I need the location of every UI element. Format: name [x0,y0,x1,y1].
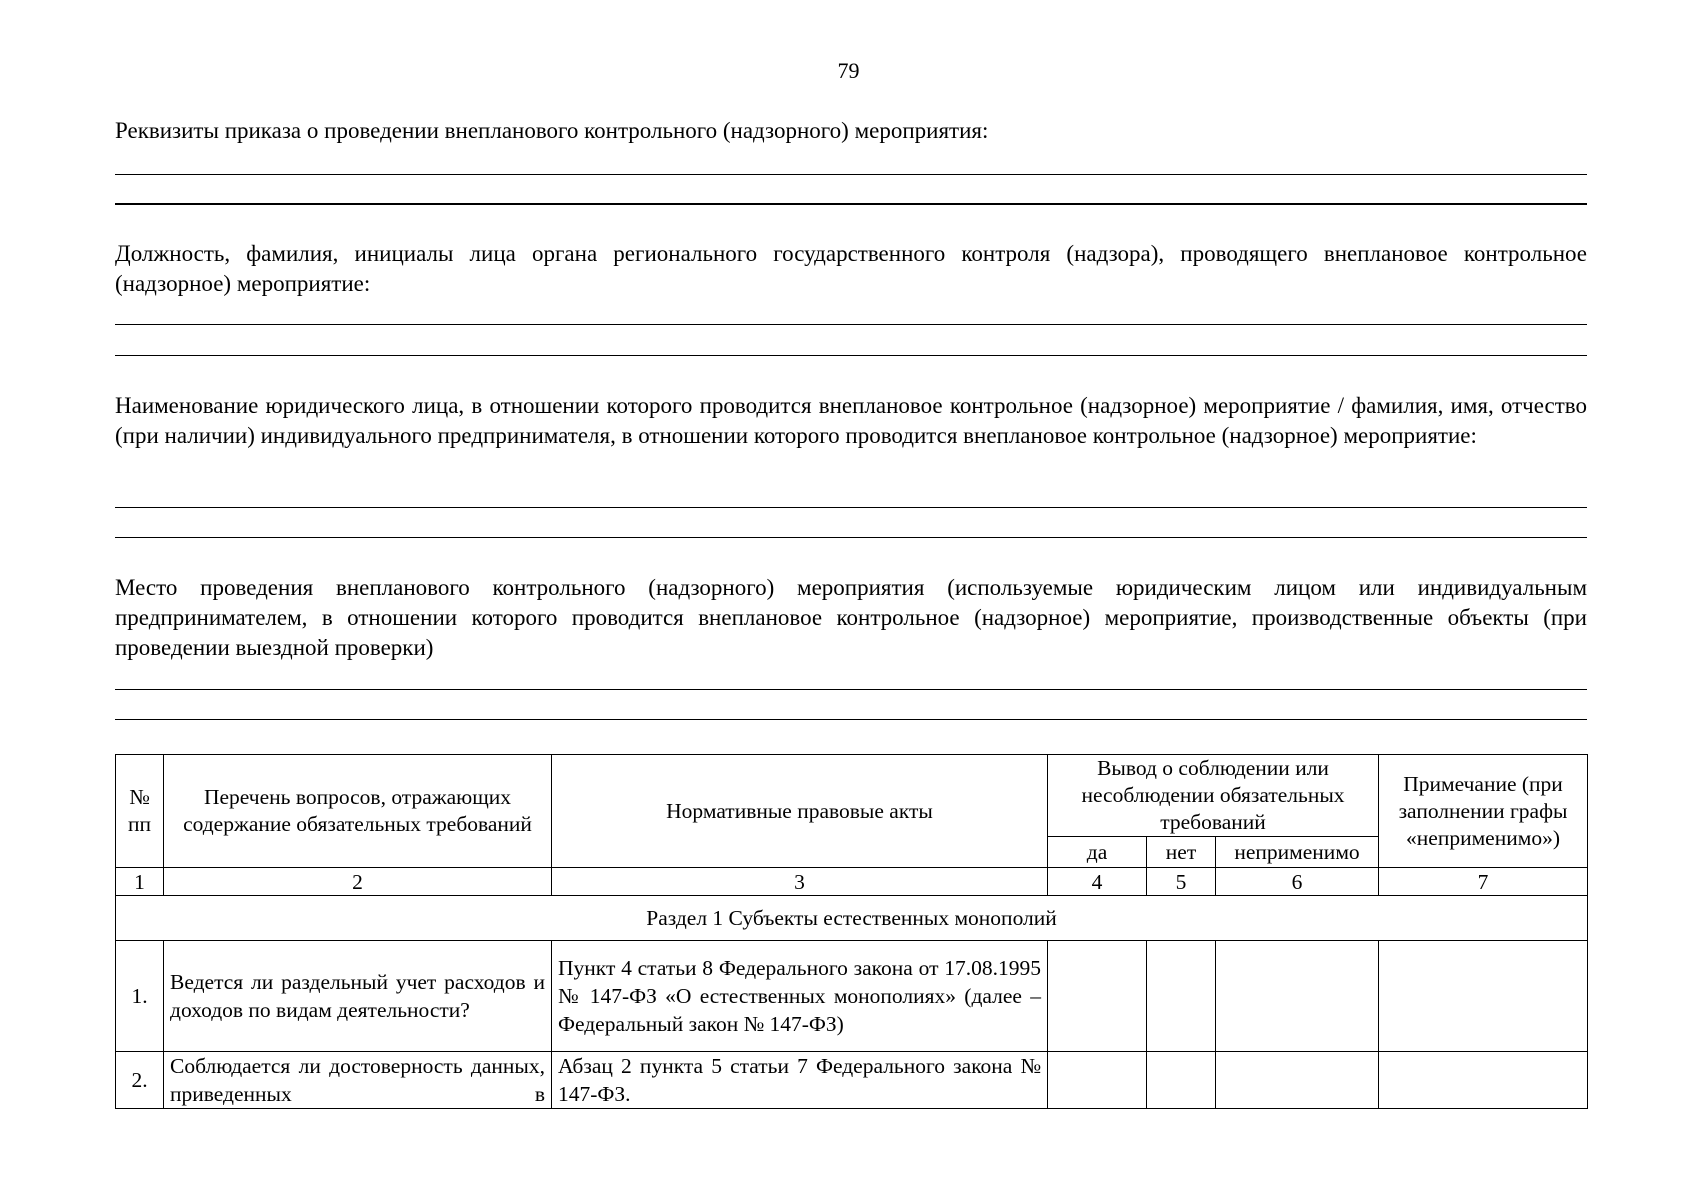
inspector-fill-line-2[interactable] [115,355,1587,356]
column-number: 1 [116,868,164,896]
column-number: 2 [164,868,552,896]
page-number: 79 [837,58,860,83]
location-label: Место проведения внепланового контрольного (надзорного) мероприятия (используемые юридическим лицом или индивидуальным предпринимателем, в отношении которого проводится внеплановое контрольное (надзорное) мероприятие, производственные объекты (при проведении выездной проверки) [115,575,1587,660]
no-cell[interactable] [1147,1052,1216,1109]
yes-cell[interactable] [1048,941,1147,1052]
header-num: № пп [116,755,164,868]
column-number-row [116,868,1588,896]
row-index: 1. [116,941,164,1052]
column-number: 6 [1216,868,1379,896]
header-acts: Нормативные правовые акты [552,755,1048,868]
column-number: 5 [1147,868,1216,896]
order-details-fill-line-1[interactable] [115,174,1587,175]
order-details-label: Реквизиты приказа о проведении внепланового контрольного (надзорного) мероприятия: [115,118,989,143]
header-row [116,755,1588,837]
header-questions: Перечень вопросов, отражающих содержание обязательных требований [164,755,552,868]
row-index: 2. [116,1052,164,1109]
column-number: 4 [1048,868,1147,896]
column-number: 3 [552,868,1048,896]
section-title: Раздел 1 Субъекты естественных монополий [116,896,1588,941]
checklist-table [115,754,1588,1109]
note-cell[interactable] [1379,941,1588,1052]
inspector-label: Должность, фамилия, инициалы лица органа регионального государственного контроля (надзора), проводящего внеплановое контрольное (надзорное) мероприятие: [115,241,1587,296]
na-cell[interactable] [1216,941,1379,1052]
row-question: Ведется ли раздельный учет расходов и доходов по видам деятельности? [164,941,552,1052]
header-na: неприменимо [1216,837,1379,868]
location-fill-line-2[interactable] [115,719,1587,720]
inspector-fill-line-1[interactable] [115,324,1587,325]
row-question: Соблюдается ли достоверность данных, приведенных в [164,1052,552,1109]
location-fill-line-1[interactable] [115,689,1587,690]
yes-cell[interactable] [1048,1052,1147,1109]
entity-name-fill-line-2[interactable] [115,537,1587,538]
order-details-section [115,116,1587,146]
entity-name-section [115,391,1587,451]
note-cell[interactable] [1379,1052,1588,1109]
row-legal-act: Пункт 4 статьи 8 Федерального закона от 17.08.1995 № 147-ФЗ «О естественных монополиях» (далее – Федеральный закон № 147-ФЗ) [552,941,1048,1052]
header-yes: да [1048,837,1147,868]
row-legal-act: Абзац 2 пункта 5 статьи 7 Федерального закона № 147-ФЗ. [552,1052,1048,1109]
na-cell[interactable] [1216,1052,1379,1109]
entity-name-label: Наименование юридического лица, в отношении которого проводится внеплановое контрольное (надзорное) мероприятие / фамилия, имя, отчество (при наличии) индивидуального предпринимателя, в отношении которого проводится внеплановое контрольное (надзорное) мероприятие: [115,393,1587,448]
header-conclusion: Вывод о соблюдении или несоблюдении обязательных требований [1048,755,1379,837]
order-details-fill-line-2[interactable] [115,203,1587,205]
entity-name-fill-line-1[interactable] [115,507,1587,508]
header-note: Примечание (при заполнении графы «неприменимо») [1379,755,1588,868]
column-number: 7 [1379,868,1588,896]
table-row [116,941,1588,1052]
section-title-row [116,896,1588,941]
inspector-section [115,239,1587,299]
header-no: нет [1147,837,1216,868]
no-cell[interactable] [1147,941,1216,1052]
table-row [116,1052,1588,1109]
location-section [115,573,1587,663]
